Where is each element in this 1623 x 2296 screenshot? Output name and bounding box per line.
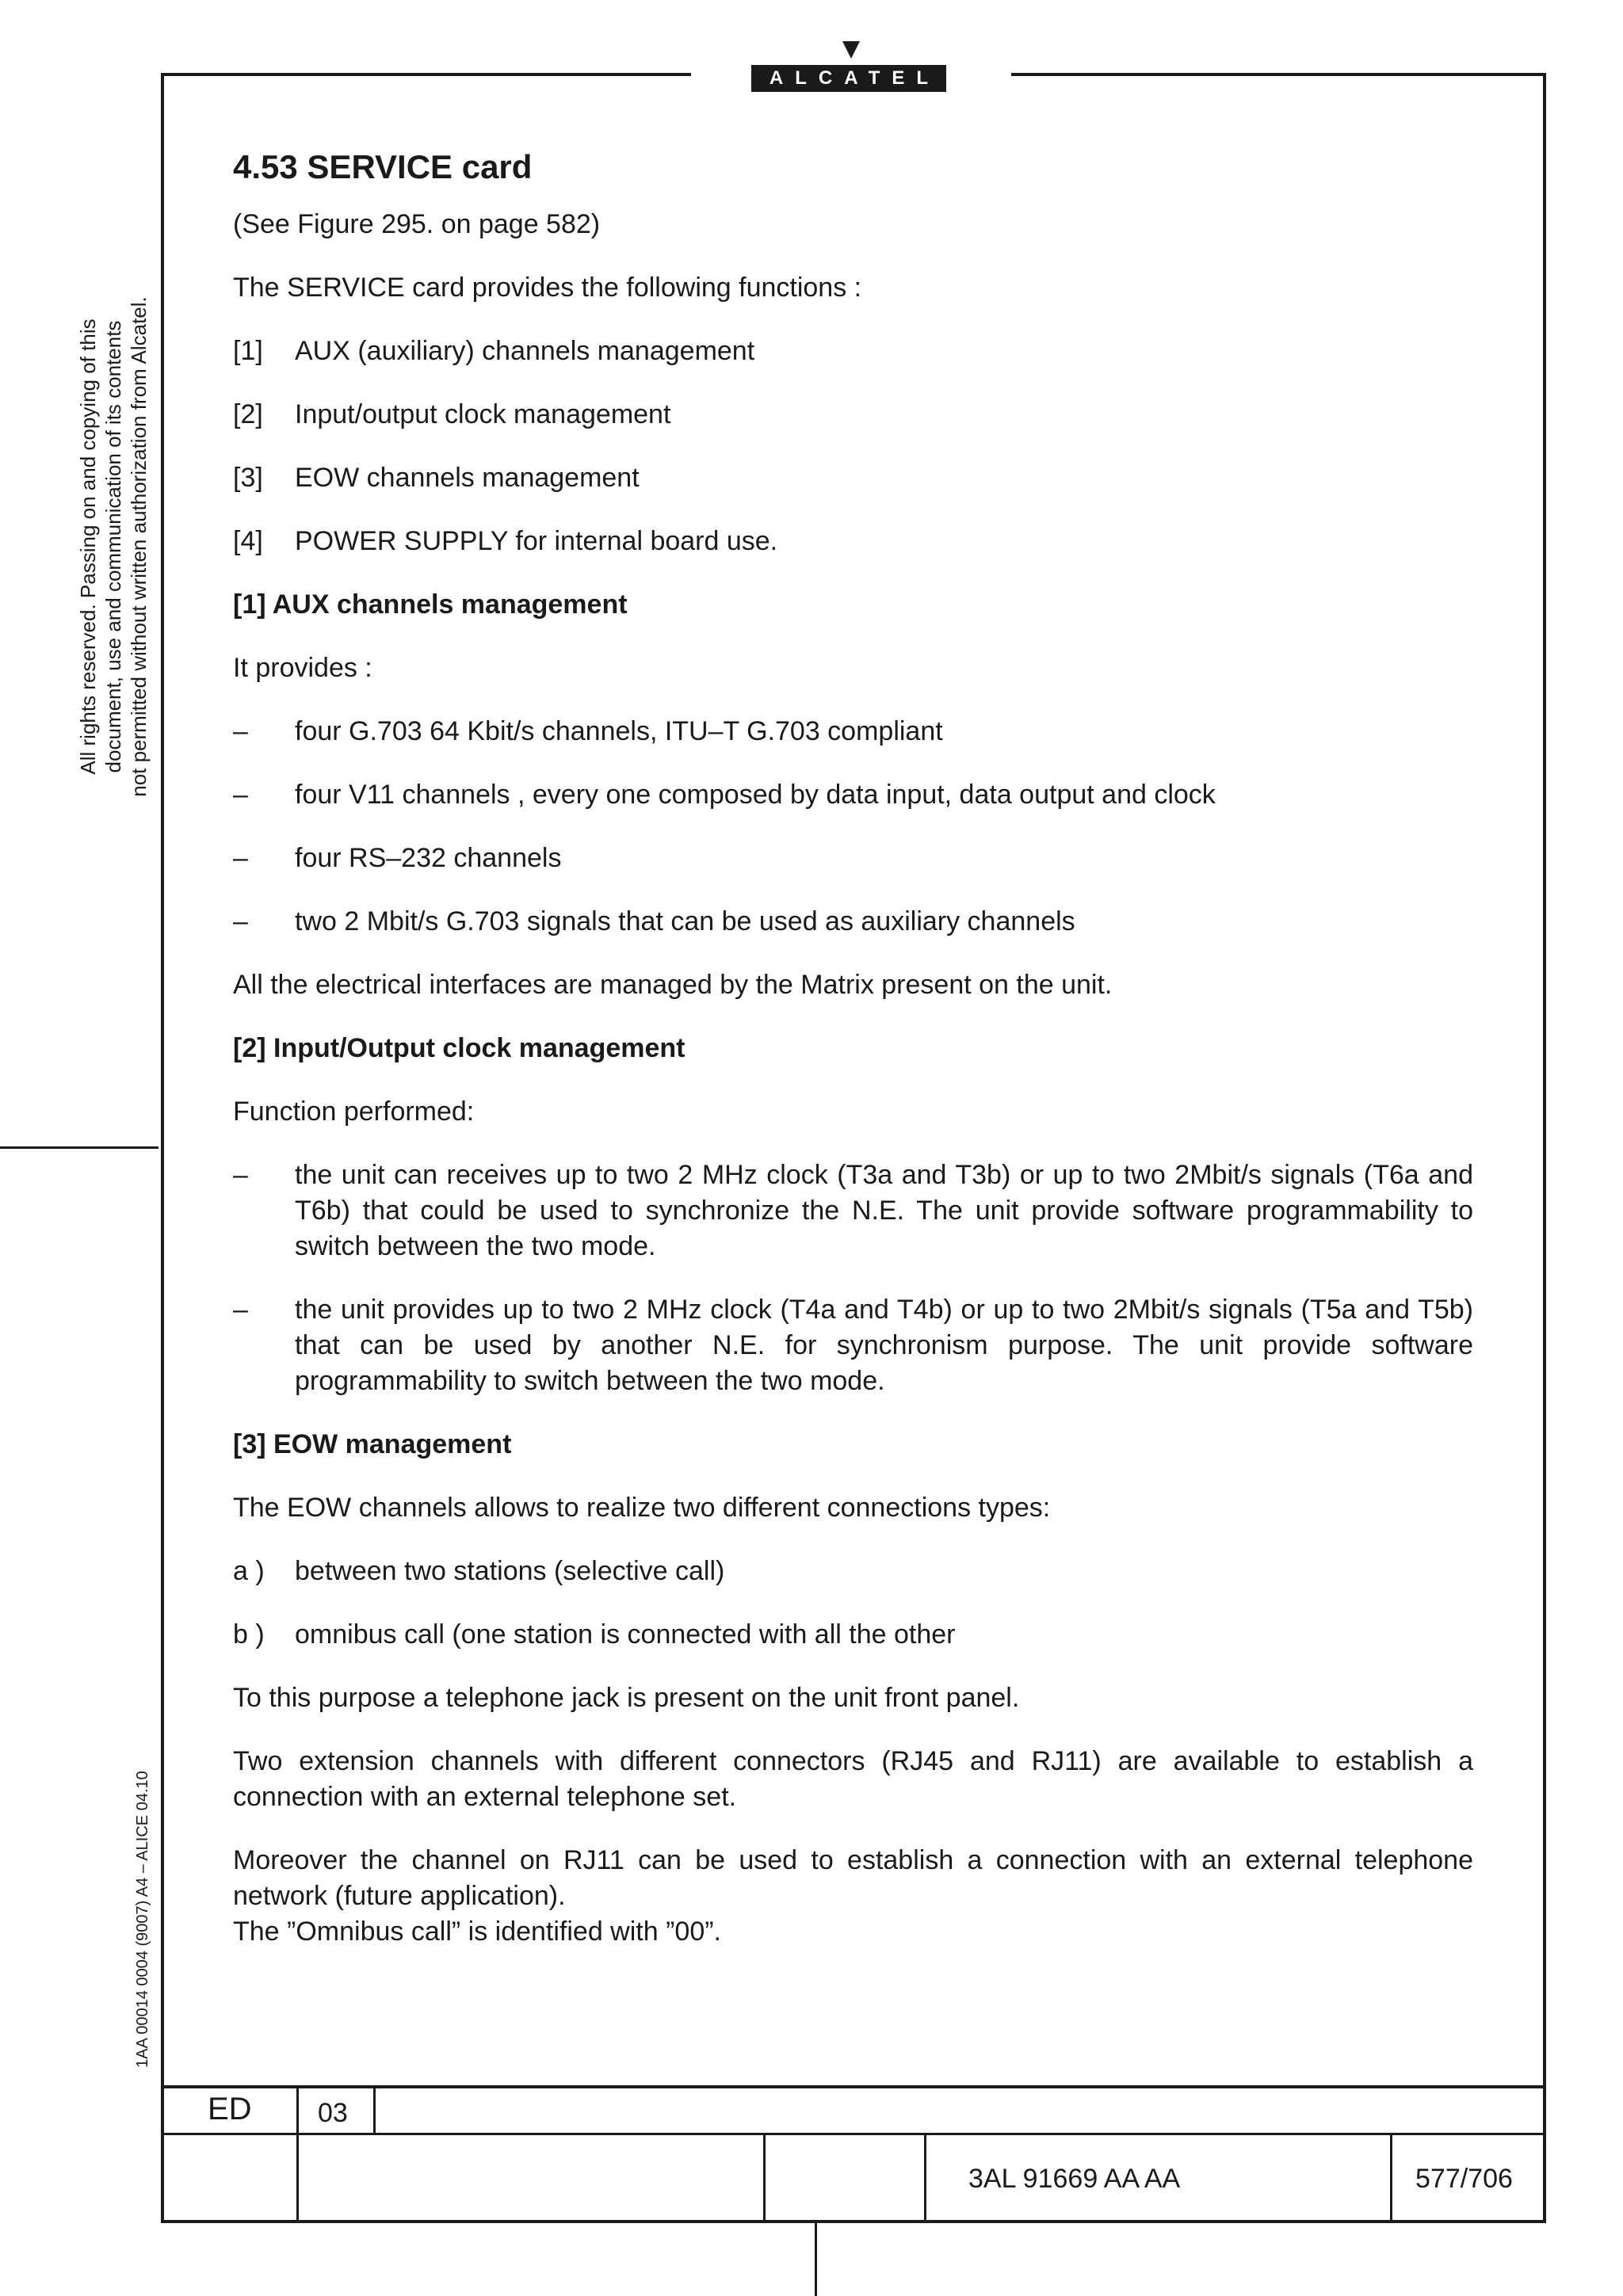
title-block-mid-rule	[161, 2133, 1546, 2135]
list-marker: –	[233, 1160, 248, 1190]
figure-reference: (See Figure 295. on page 582)	[233, 209, 601, 239]
title-block-divider	[763, 2133, 766, 2222]
page-number: 577/706	[1415, 2164, 1513, 2194]
list-text: POWER SUPPLY for internal board use.	[295, 526, 778, 556]
document-body	[233, 145, 1473, 1950]
list-text: EOW channels management	[295, 463, 640, 493]
frame-right	[1543, 73, 1546, 2223]
list-item	[233, 777, 1473, 813]
list-marker: a )	[233, 1556, 265, 1586]
list-text: AUX (auxiliary) channels management	[295, 336, 755, 366]
frame-left	[161, 73, 164, 2223]
list-item	[233, 1554, 1473, 1589]
eow-paragraph: To this purpose a telephone jack is present on the unit front panel.	[233, 1683, 1020, 1713]
list-marker: [3]	[233, 463, 263, 493]
list-marker: [1]	[233, 336, 263, 366]
list-text: the unit can receives up to two 2 MHz clock (T3a and T3b) or up to two 2Mbit/s signals (T6a and T6b) that could be used to synchronize the N.E. The unit provide software programmability to switch between the two mode.	[295, 1160, 1473, 1261]
aux-heading: [1] AUX channels management	[233, 589, 628, 620]
title-block-divider	[1390, 2133, 1392, 2222]
list-item	[233, 524, 1473, 559]
list-text: omnibus call (one station is connected with all the other	[295, 1619, 956, 1650]
list-text: four G.703 64 Kbit/s channels, ITU–T G.703 compliant	[295, 716, 943, 746]
clock-intro: Function performed:	[233, 1097, 475, 1127]
aux-intro: It provides :	[233, 653, 372, 683]
list-item	[233, 1292, 1473, 1399]
document-number: 3AL 91669 AA AA	[968, 2164, 1181, 2194]
intro-paragraph: The SERVICE card provides the following functions :	[233, 273, 862, 303]
list-marker: –	[233, 843, 248, 873]
form-code: 1AA 00014 0004 (9007) A4 – ALICE 04.10	[134, 1771, 151, 2068]
list-marker: b )	[233, 1619, 265, 1650]
list-text: Input/output clock management	[295, 399, 671, 429]
alcatel-logo	[751, 38, 949, 97]
list-text: the unit provides up to two 2 MHz clock (T4a and T4b) or up to two 2Mbit/s signals (T5a and T5b) that can be used by another N.E. for synchronism purpose. The unit provide software programmability to switch between the two mode.	[295, 1295, 1473, 1396]
section-title: 4.53 SERVICE card	[233, 148, 533, 185]
list-item	[233, 904, 1473, 940]
list-item	[233, 460, 1473, 496]
list-marker: [4]	[233, 526, 263, 556]
copyright-line: not permitted without written authorization from Alcatel.	[127, 296, 151, 797]
eow-paragraph: Two extension channels with different connectors (RJ45 and RJ11) are available to establish a connection with an external telephone set.	[233, 1746, 1473, 1812]
list-item	[233, 1617, 1473, 1653]
logo-arrow-icon	[842, 41, 860, 59]
clock-heading: [2] Input/Output clock management	[233, 1033, 685, 1063]
list-item	[233, 1158, 1473, 1264]
frame-top-right	[1011, 73, 1546, 76]
title-block-divider	[296, 2085, 299, 2222]
eow-heading: [3] EOW management	[233, 1429, 512, 1459]
list-item	[233, 714, 1473, 749]
title-block-divider	[924, 2133, 926, 2222]
frame-top-left	[161, 73, 691, 76]
list-marker: –	[233, 906, 248, 936]
list-marker: –	[233, 716, 248, 746]
edition-label: ED	[208, 2092, 252, 2126]
list-marker: –	[233, 780, 248, 810]
list-item	[233, 841, 1473, 876]
eow-paragraph: The ”Omnibus call” is identified with ”00”.	[233, 1917, 722, 1947]
logo-text: ALCATEL	[751, 65, 946, 92]
eow-intro: The EOW channels allows to realize two different connections types:	[233, 1493, 1051, 1523]
edition-value: 03	[318, 2098, 348, 2128]
list-item	[233, 397, 1473, 433]
list-item	[233, 334, 1473, 369]
bottom-fold-mark	[815, 2223, 817, 2296]
list-text: between two stations (selective call)	[295, 1556, 725, 1586]
title-block-divider	[373, 2085, 376, 2134]
copyright-line: document, use and communication of its contents	[101, 320, 125, 773]
copyright-line: All rights reserved. Passing on and copying of this	[76, 318, 100, 775]
list-marker: [2]	[233, 399, 263, 429]
copyright-notice	[75, 269, 151, 824]
frame-bottom	[161, 2220, 1546, 2223]
list-text: two 2 Mbit/s G.703 signals that can be used as auxiliary channels	[295, 906, 1075, 936]
title-block-top-rule	[161, 2085, 1546, 2088]
aux-note: All the electrical interfaces are managed by the Matrix present on the unit.	[233, 970, 1113, 1000]
list-text: four V11 channels , every one composed by data input, data output and clock	[295, 780, 1216, 810]
eow-paragraph: Moreover the channel on RJ11 can be used to establish a connection with an external telephone network (future application).	[233, 1845, 1473, 1911]
margin-fold-mark	[0, 1146, 158, 1149]
list-marker: –	[233, 1295, 248, 1325]
list-text: four RS–232 channels	[295, 843, 562, 873]
